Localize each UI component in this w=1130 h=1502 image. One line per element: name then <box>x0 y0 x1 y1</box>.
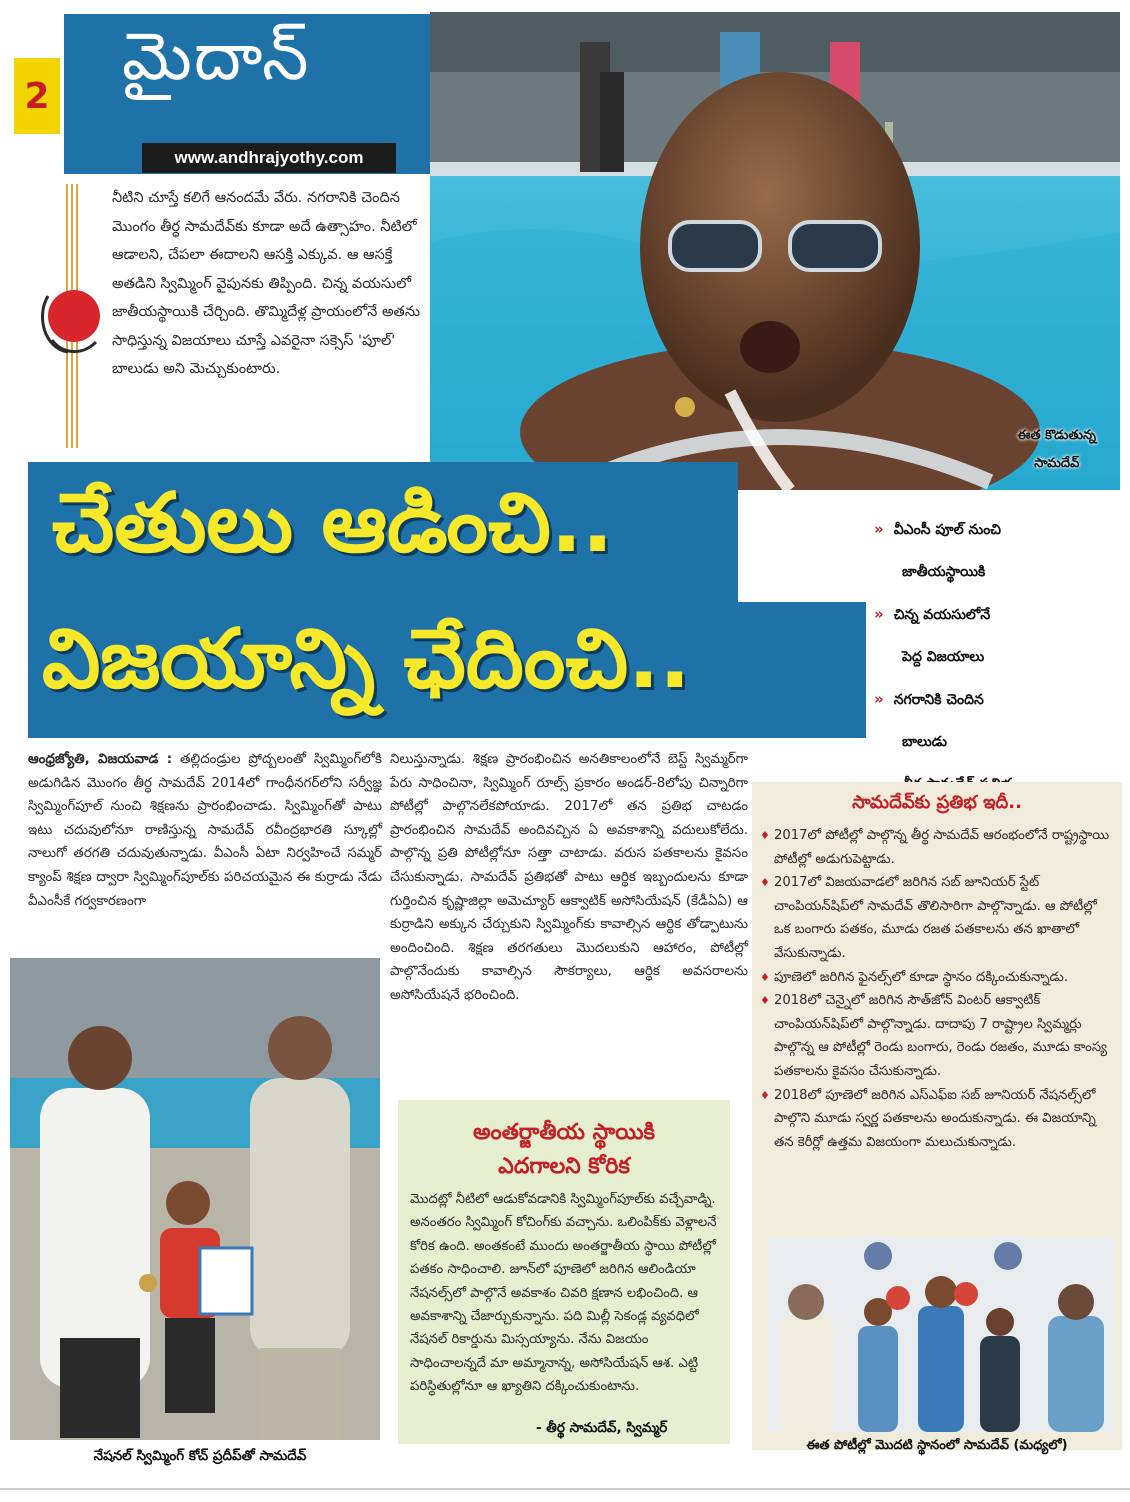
article-col1-body: తల్లిదండ్రుల ప్రోద్బలంతో స్విమ్మింగ్‌లోకి అడుగిడిన మొంగం తీర్ధ సామదేవ్‌ 2014లో గాంధీనగర్‌లోని సర్వీజ్ఞ స్విమ్మింగ్‌పూల్‌ నుంచి శిక్షణను ప్రారంభించాడు. స్విమ్మింగ్‌తో పాటు ఇటు చదువులోనూ రాణిస్తున్న సామదేవ్‌ రవీంద్రభారతి స్కూల్లో నాలుగో తరగతి చదువుతున్నాడు. వీఎంసీ ఏటా నిర్వహించే సమ్మర్‌ క్యాంప్‌ శిక్షణ ద్వారా స్విమ్మింగ్‌పూల్‌కు పరిచయమైన ఈ కుర్రాడు నేడు వీఎంసీకే గర్వకారణంగా <box>28 752 382 909</box>
podium-photo-caption: ఈత పోటీల్లో మొదటి స్థానంలో సామదేవ్‌ (మధ్యలో) <box>806 1438 1068 1453</box>
highlight-item: » నగరానికి చెందిన <box>874 690 984 708</box>
highlight-item: » చిన్న వయసులోనే <box>874 605 991 623</box>
quote-body: మొదట్లో నీటిలో ఆడుకోవడానికి స్విమ్మింగ్‌పూల్‌కు వచ్చేవాడ్ని. అనంతరం స్విమ్మింగ్‌ కోచింగ్‌కు వచ్చాను. ఒలింపిక్‌కు వెళ్లాలనే కోరిక ఉంది. అంతకంటే ముందు అంతర్జాతీయ స్థాయి పోటీల్లో పతకం సాధించాలి. జూన్‌లో పూణెలో జరిగిన ఆలిండియా నేషనల్స్‌లో పాల్గొనే అవకాశం చివరి క్షణాన లభించింది. ఆ అవకాశాన్ని చేజార్చుకున్నాను. పది మిల్లీ సెకండ్ల వ్యవధిలో నేషనల్‌ రికార్డును మిస్సయ్యాను. నేను విజయం సాధించాలన్నదే మా అమ్మానాన్న, అసోసియేషన్‌ ఆశ. ఎట్టి పరిస్థితుల్లోనూ ఆ ఖ్యాతిని దక్కించుకుంటాను. <box>410 1192 717 1395</box>
double-arrow-icon: » <box>874 605 884 623</box>
coach-photo-caption: నేషనల్‌ స్విమ్మింగ్‌ కోచ్‌ ప్రదీప్‌తో సామదేవ్‌ <box>93 1448 307 1464</box>
hero-caption-line1: ఈత కొడుతున్న <box>1017 428 1096 443</box>
website-label: www.andhrajyothy.com <box>142 143 396 173</box>
highlight-item-continued: బాలుడు <box>902 734 947 750</box>
headline-line-1: చేతులు ఆడించి.. <box>52 476 614 571</box>
double-arrow-icon: » <box>874 520 884 538</box>
section-title: మైదాన్ <box>122 18 311 95</box>
highlight-item-continued: జాతీయస్థాయికి <box>902 564 986 580</box>
highlight-item-continued: పెద్ద విజయాలు <box>902 649 985 665</box>
article-column-1 <box>28 748 382 913</box>
quote-title <box>420 1116 708 1184</box>
double-arrow-icon: » <box>874 690 884 708</box>
feature-item: ♦ 2018లో పూణెలో జరిగిన ఎస్‌ఎఫ్‌ఐ సబ్‌ జూనియర్‌ నేషనల్స్‌లో పాల్గొని మూడు స్వర్ణ పతకాలను అందుకున్నాడు. ఈ విజయాన్ని తన కెరీర్లో ఉత్తమ విజయంగా మలుచుకున్నాడు. <box>760 1084 1116 1155</box>
hero-caption-line2: సామదేవ్‌ <box>1034 456 1080 471</box>
hero-photo-caption <box>1018 422 1096 478</box>
feature-item: ♦ 2017లో పోటీల్లో పాల్గొన్న తీర్థ సామదేవ్‌ ఆరంభంలోనే రాష్ట్రస్థాయి పోటీల్లో అడుగుపెట్టాడు. <box>760 824 1116 871</box>
article-column-2: నిలుస్తున్నాడు. శిక్షణ ప్రారంభించిన అనతికాలంలోనే బెస్ట్‌ స్విమ్మర్‌గా పేరు సాధించినా, స్విమ్మింగ్‌ రూల్స్‌ ప్రకారం అండర్‌-8లోపు చిన్నారిగా పోటీల్లో పాల్గొనలేకపోయాడు. 2017లో తన ప్రతిభ చాటడం ప్రారంభించిన సామదేవ్‌ అందివచ్చిన ఏ అవకాశాన్ని వదులుకోలేదు. పాల్గొన్న ప్రతి పోటీల్లోనూ సత్తా చాటాడు. వరుస పతకాలను కైవసం చేసుకున్నాడు. సామదేవ్‌ ప్రతిభతో పాటు ఆర్థిక ఇబ్బందులను కూడా గుర్తించిన కృష్ణాజిల్లా అమెచ్యూర్‌ ఆక్వాటిక్‌ అసోసియేషన్‌ (కేడీఏఏ) ఆ కుర్రాడిని అక్కున చేర్చుకుని స్విమ్మింగ్‌కు కావాల్సిన ఆర్థిక తోడ్పాటును అందించింది. శిక్షణ తరగతులు మొదలుకుని ఆహారం, పోటీల్లో పాల్గొనేందుకు కావాల్సిన సౌకర్యాలు, ఆర్థిక అవసరాలను అసోసియేషనే భరించింది. <box>390 752 748 1003</box>
photo-coach-with-swimmer <box>10 958 380 1440</box>
highlight-item: » వీఎంసీ పూల్‌ నుంచి <box>874 520 1002 538</box>
feature-list <box>760 824 1116 1154</box>
feature-item: ♦ 2017లో విజయవాడలో జరిగిన సబ్‌ జూనియర్‌ స్టేట్‌ చాంపియన్‌షిప్‌లో సామదేవ్‌ తొలిసారిగా పాల్గొన్నాడు. ఆ పోటీల్లో ఒక బంగారు పతకం, మూడు రజత పతకాలను తన ఖాతాలో వేసుకున్నాడు. <box>760 871 1116 965</box>
quote-title-line2: ఎదగాలని కోరిక <box>498 1154 630 1179</box>
photo-podium-winners <box>768 1236 1114 1432</box>
highlights-list <box>874 508 1124 805</box>
page-number: 2 <box>14 58 60 134</box>
hero-photo-swimmer <box>430 12 1120 490</box>
feature-item: ♦ పూణెలో జరిగిన ఫైనల్స్‌లో కూడా స్థానం దక్కించుకున్నాడు. <box>760 966 1116 990</box>
feature-item: ♦ 2018లో చెన్నైలో జరిగిన సౌత్‌జోన్‌ వింటర్‌ ఆక్వాటిక్‌ చాంపియన్‌షిప్‌లో పాల్గొన్నాడు. దాదాపు 7 రాష్ట్రాల స్విమ్మర్లు పాల్గొన్న ఆ పోటీల్లో రెండు బంగారు, రెండు రజతం, మూడు కాంస్య పతకాలను కైవసం చేసుకున్నాడు. <box>760 989 1116 1083</box>
headline-line-2: విజయాన్ని ఛేదించి.. <box>42 612 691 707</box>
feature-title: సామదేవ్‌కు ప్రతిభ ఇదీ.. <box>852 792 1022 813</box>
bottom-divider <box>0 1488 1130 1490</box>
andhrajyothy-logo-icon <box>38 282 104 364</box>
quote-title-line1: అంతర్జాతీయ స్థాయికి <box>472 1120 656 1145</box>
quote-signature: - తీర్థ సామదేవ్‌, స్విమ్మర్‌ <box>536 1420 668 1436</box>
intro-paragraph: నీటిని చూస్తే కలిగే ఆనందమే వేరు. నగరానికి చెందిన మొంగం తీర్ధ సామదేవ్‌కు కూడా అదే ఉత్సాహం. నీటిలో ఆడాలని, చేపలా ఈదాలని ఆసక్తి ఎక్కువ. ఆ ఆసక్తే అతడిని స్విమ్మింగ్‌ వైపునకు తిప్పింది. చిన్న వయసులో జాతీయస్థాయికి చేర్చింది. తొమ్మిదేళ్ల ప్రాయంలోనే అతను సాధిస్తున్న విజయాలు చూస్తే ఎవరైనా సక్సెస్‌ 'పూల్‌' బాలుడు అని మెచ్చుకుంటారు. <box>112 190 421 377</box>
dateline: ఆంధ్రజ్యోతి, విజయవాడ : <box>28 752 173 767</box>
